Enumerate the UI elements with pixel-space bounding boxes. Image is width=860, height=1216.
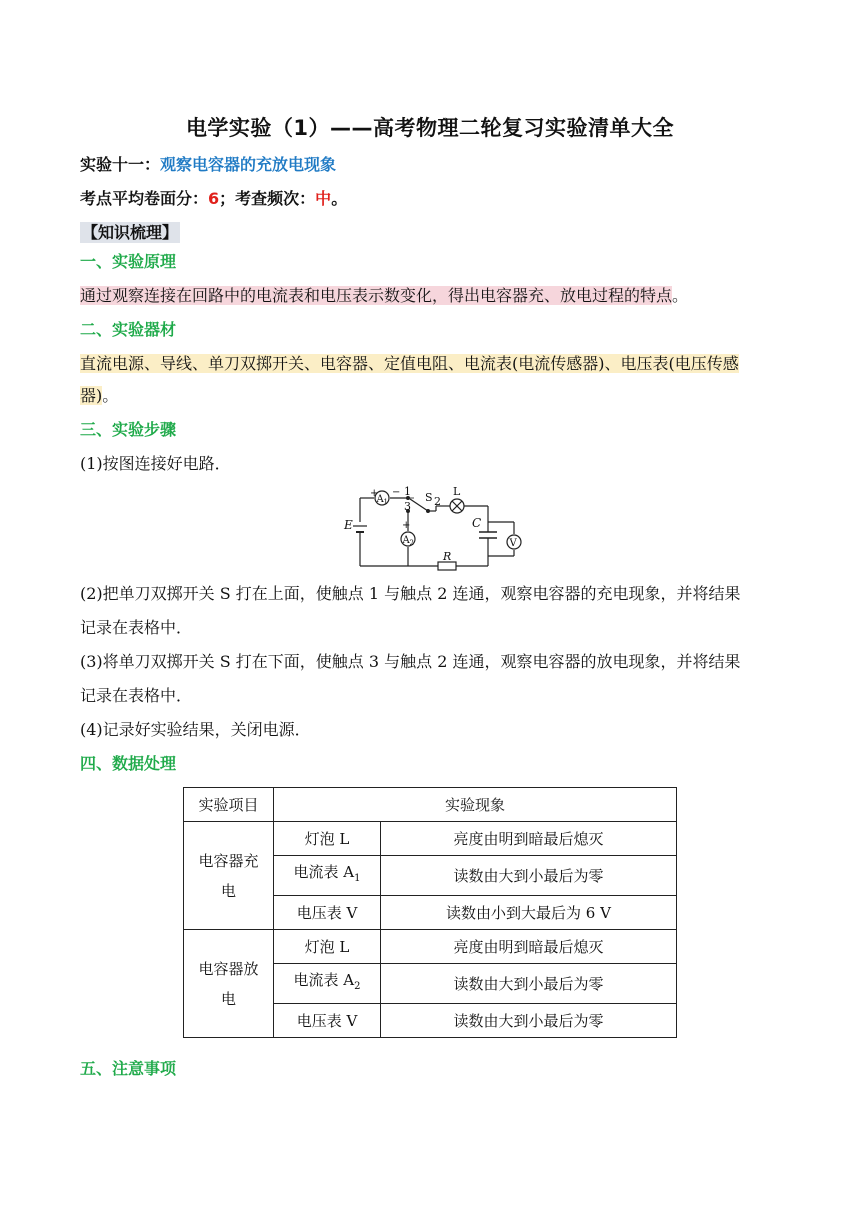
voltmeter-label: V bbox=[509, 538, 517, 549]
a1-minus-label: − bbox=[392, 487, 401, 498]
table-cell-phenomenon: 亮度由明到暗最后熄灭 bbox=[381, 822, 677, 856]
table-cell-phenomenon: 亮度由明到暗最后熄灭 bbox=[381, 930, 677, 964]
equipment-heading: 二、实验器材 bbox=[80, 320, 177, 339]
capacitor-label: C bbox=[472, 516, 482, 530]
step-2-line-2: 记录在表格中． bbox=[80, 618, 193, 637]
group-charge-cell bbox=[184, 822, 274, 930]
table-cell-phenomenon: 读数由大到小最后为零 bbox=[381, 856, 677, 896]
step-3-line-2: 记录在表格中． bbox=[80, 686, 193, 705]
page-title: 电学实验（1）——高考物理二轮复习实验清单大全 bbox=[185, 116, 675, 140]
header-item: 实验项目 bbox=[184, 788, 274, 822]
score-end: 。 bbox=[331, 189, 348, 208]
score-line bbox=[80, 182, 785, 216]
step-2-line-1: (2)把单刀双掷开关 S 打在上面，使触点 1 与触点 2 连通，观察电容器的充电现象，并将结果 bbox=[80, 584, 741, 603]
table-cell-item bbox=[274, 930, 381, 964]
contact-1-label: 1 bbox=[404, 485, 411, 498]
table-cell-item bbox=[274, 964, 381, 1004]
experiment-name: 观察电容器的充放电现象 bbox=[160, 155, 337, 174]
item-subscript: 2 bbox=[354, 981, 361, 992]
header-phenomenon: 实验现象 bbox=[274, 788, 677, 822]
knowledge-tag: 【知识梳理】 bbox=[82, 223, 179, 242]
principle-text-line bbox=[80, 279, 785, 313]
equipment-line-2 bbox=[80, 379, 785, 413]
a2-label: A bbox=[402, 535, 410, 546]
equipment-end: 。 bbox=[102, 386, 119, 405]
item-text: 灯泡 L bbox=[304, 829, 350, 848]
results-table bbox=[183, 787, 677, 1038]
table-cell-item bbox=[274, 856, 381, 896]
table-cell-phenomenon: 读数由小到大最后为 6 V bbox=[381, 896, 677, 930]
step-1: (1)按图连接好电路． bbox=[80, 454, 231, 473]
resistor-symbol bbox=[438, 562, 456, 570]
principle-end: 。 bbox=[672, 286, 689, 305]
group-discharge-cell bbox=[184, 930, 274, 1038]
table-cell-item bbox=[274, 896, 381, 930]
frequency-value: 中 bbox=[315, 189, 332, 208]
emf-label: E bbox=[344, 518, 353, 532]
a1-label: A bbox=[376, 494, 384, 505]
switch-s-label: S bbox=[425, 491, 433, 504]
a1-plus-label: + bbox=[370, 488, 379, 499]
item-subscript: 1 bbox=[354, 873, 361, 884]
group-discharge-name-2: 电 bbox=[220, 989, 236, 1008]
table-row bbox=[184, 930, 677, 964]
score-label: 考点平均卷面分： bbox=[80, 189, 209, 208]
circuit-diagram bbox=[340, 484, 530, 576]
a2-plus-label: + bbox=[402, 520, 411, 531]
contact-2-label: 2 bbox=[434, 495, 441, 508]
score-value: 6 bbox=[208, 189, 220, 208]
score-separator: ；考查频次： bbox=[219, 189, 316, 208]
experiment-label: 实验十一： bbox=[80, 155, 161, 174]
item-text: 电流表 A bbox=[293, 971, 355, 989]
item-text: 电流表 A bbox=[293, 863, 355, 881]
notes-heading: 五、注意事项 bbox=[80, 1059, 177, 1078]
contact-3-label: 3 bbox=[404, 500, 411, 513]
group-charge-name-1: 电容器充 bbox=[198, 851, 259, 870]
lamp-label: L bbox=[453, 485, 461, 498]
item-text: 灯泡 L bbox=[304, 937, 350, 956]
data-heading: 四、数据处理 bbox=[80, 754, 177, 773]
table-cell-phenomenon: 读数由大到小最后为零 bbox=[381, 1004, 677, 1038]
group-discharge-name-1: 电容器放 bbox=[198, 959, 259, 978]
experiment-line bbox=[80, 148, 785, 182]
equipment-text-1: 直流电源、导线、单刀双掷开关、电容器、定值电阻、电流表(电流传感器)、电压表(电压传感 bbox=[80, 354, 739, 373]
item-text: 电压表 V bbox=[296, 1011, 358, 1030]
principle-heading: 一、实验原理 bbox=[80, 252, 177, 271]
table-cell-item bbox=[274, 1004, 381, 1038]
resistor-label: R bbox=[443, 550, 452, 563]
a1-subscript: 1 bbox=[383, 498, 388, 506]
table-cell-phenomenon: 读数由大到小最后为零 bbox=[381, 964, 677, 1004]
steps-heading: 三、实验步骤 bbox=[80, 420, 177, 439]
table-row bbox=[184, 822, 677, 856]
equipment-text-2: 器) bbox=[80, 386, 103, 405]
step-4: (4)记录好实验结果，关闭电源． bbox=[80, 720, 311, 739]
table-cell-item bbox=[274, 822, 381, 856]
group-charge-name-2: 电 bbox=[220, 881, 236, 900]
principle-text: 通过观察连接在回路中的电流表和电压表示数变化，得出电容器充、放电过程的特点 bbox=[80, 286, 673, 305]
item-text: 电压表 V bbox=[296, 903, 358, 922]
equipment-line-1 bbox=[80, 347, 785, 381]
table-header-row bbox=[184, 788, 677, 822]
step-3-line-1: (3)将单刀双掷开关 S 打在下面，使触点 3 与触点 2 连通，观察电容器的放电现象，并将结果 bbox=[80, 652, 741, 671]
a2-subscript: 2 bbox=[409, 539, 414, 547]
